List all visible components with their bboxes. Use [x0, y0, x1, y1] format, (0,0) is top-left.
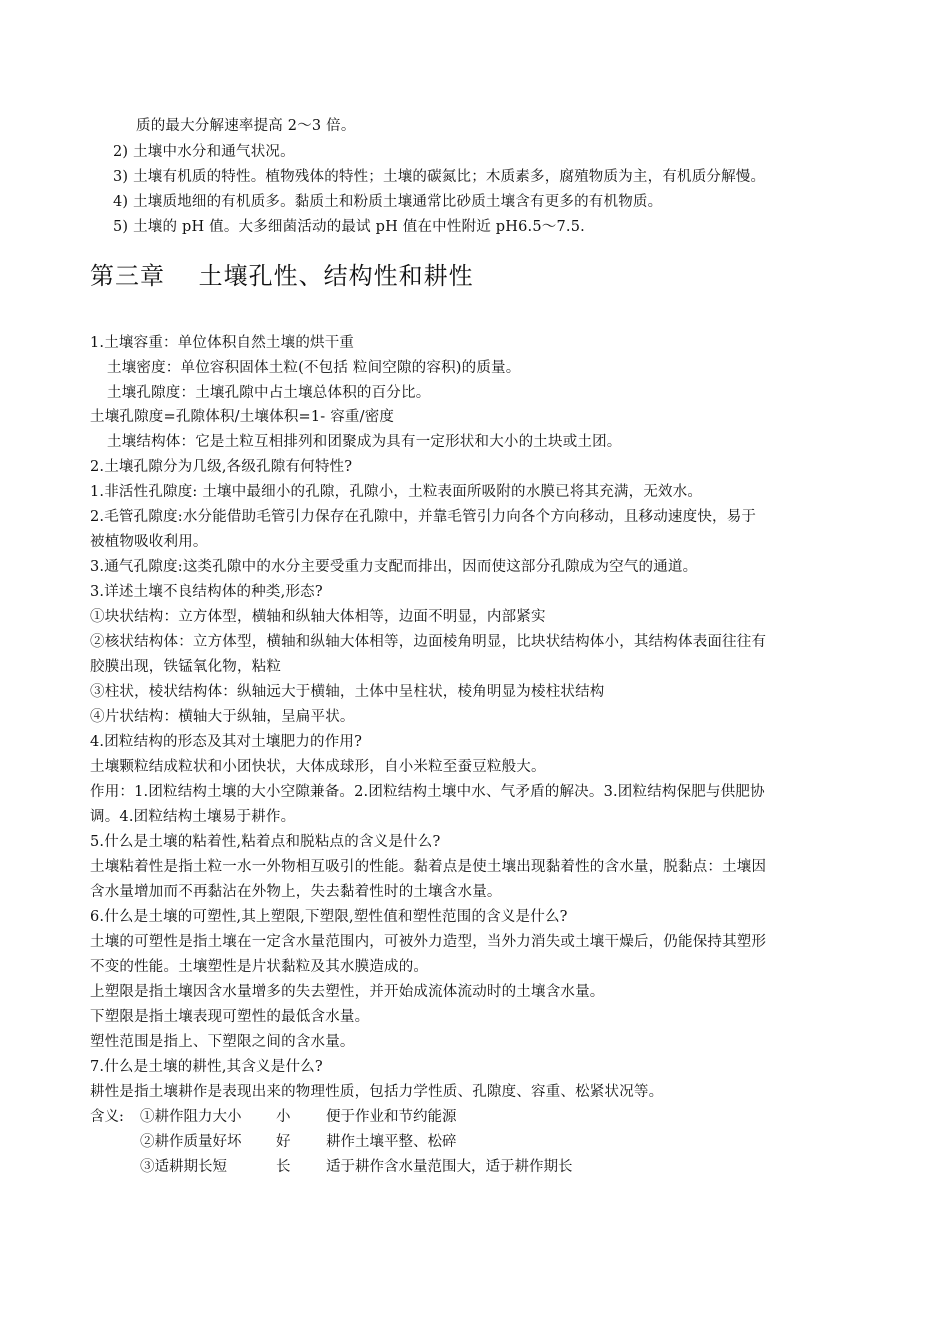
text-line: 3.详述土壤不良结构体的种类,形态? — [90, 584, 323, 600]
text-line: 2.土壤孔隙分为几级,各级孔隙有何特性? — [90, 459, 353, 475]
text-line: 耕性是指土壤耕作是表现出来的物理性质，包括力学性质、孔隙度、容重、松紧状况等。 — [90, 1084, 664, 1100]
text-line: 不变的性能。土壤塑性是片状黏粒及其水膜造成的。 — [90, 959, 429, 975]
text-line: ②核状结构体：立方体型，横轴和纵轴大体相等，边面棱角明显，比块状结构体小，其结构体表面往往有 — [90, 634, 767, 650]
meaning-value: 好 — [276, 1134, 291, 1150]
text-line: 6.什么是土壤的可塑性,其上塑限,下塑限,塑性值和塑性范围的含义是什么? — [90, 909, 568, 925]
text-line: 4) 土壤质地细的有机质多。黏质土和粉质土壤通常比砂质土壤含有更多的有机物质。 — [113, 194, 663, 210]
chapter-title: 第三章 土壤孔性、结构性和耕性 — [90, 262, 474, 290]
text-line: 土壤孔隙度：土壤孔隙中占土壤总体积的百分比。 — [107, 385, 431, 401]
text-line: 胶膜出现，铁锰氧化物，粘粒 — [90, 659, 282, 675]
text-line: 土壤颗粒结成粒状和小团快状，大体成球形，自小米粒至蚕豆粒般大。 — [90, 759, 546, 775]
meaning-item: ③适耕期长短 — [140, 1159, 227, 1175]
meaning-item: ②耕作质量好坏 — [140, 1134, 242, 1150]
text-line: 土壤密度：单位容积固体土粒(不包括 粒间空隙的容积)的质量。 — [107, 360, 521, 376]
text-line: 土壤粘着性是指土粒一水一外物相互吸引的性能。黏着点是使土壤出现黏着性的含水量，脱黏点：土壤因 — [90, 859, 767, 875]
text-line: 1.土壤容重：单位体积自然土壤的烘干重 — [90, 335, 355, 351]
text-line: 3) 土壤有机质的特性。植物残体的特性；土壤的碳氮比；木质素多，腐殖物质为主，有机质分解慢。 — [113, 169, 766, 185]
text-line: 1.非活性孔隙度: 土壤中最细小的孔隙，孔隙小，土粒表面所吸附的水膜已将其充满，无效水。 — [90, 484, 703, 500]
text-line: 下塑限是指土壤表现可塑性的最低含水量。 — [90, 1009, 370, 1025]
text-line: 上塑限是指土壤因含水量增多的失去塑性，并开始成流体流动时的土壤含水量。 — [90, 984, 605, 1000]
meaning-desc: 适于耕作含水量范围大，适于耕作期长 — [326, 1159, 573, 1175]
text-line: 7.什么是土壤的耕性,其含义是什么? — [90, 1059, 323, 1075]
meaning-value: 小 — [276, 1109, 291, 1125]
meaning-desc: 便于作业和节约能源 — [326, 1109, 457, 1125]
text-line: 4.团粒结构的形态及其对土壤肥力的作用? — [90, 734, 363, 750]
text-line: 含水量增加而不再黏沾在外物上，失去黏着性时的土壤含水量。 — [90, 884, 502, 900]
text-line: 被植物吸收利用。 — [90, 534, 208, 550]
meaning-item: ①耕作阻力大小 — [140, 1109, 242, 1125]
text-line: 2.毛管孔隙度:水分能借助毛管引力保存在孔隙中，并靠毛管引力向各个方向移动，且移动速度快，易于 — [90, 509, 757, 525]
text-line: ①块状结构：立方体型，横轴和纵轴大体相等，边面不明显，内部紧实 — [90, 609, 546, 625]
text-line: 5.什么是土壤的粘着性,粘着点和脱粘点的含义是什么? — [90, 834, 441, 850]
meaning-desc: 耕作土壤平整、松碎 — [326, 1134, 457, 1150]
text-line: 土壤孔隙度=孔隙体积/土壤体积=1- 容重/密度 — [90, 409, 395, 425]
text-line: 5) 土壤的 pH 值。大多细菌活动的最试 pH 值在中性附近 pH6.5～7.5. — [113, 219, 585, 235]
text-line: ④片状结构：横轴大于纵轴，呈扁平状。 — [90, 709, 355, 725]
text-line: 塑性范围是指上、下塑限之间的含水量。 — [90, 1034, 355, 1050]
text-line: 调。4.团粒结构土壤易于耕作。 — [90, 809, 296, 825]
text-line: 2) 土壤中水分和通气状况。 — [113, 144, 295, 160]
meaning-value: 长 — [276, 1159, 291, 1175]
text-line: 土壤结构体：它是土粒互相排列和团聚成为具有一定形状和大小的土块或土团。 — [107, 434, 622, 450]
text-line: 作用：1.团粒结构土壤的大小空隙兼备。2.团粒结构土壤中水、气矛盾的解决。3.团粒结构保肥与供肥协 — [90, 784, 765, 800]
text-line: 3.通气孔隙度:这类孔隙中的水分主要受重力支配而排出，因而使这部分孔隙成为空气的通道。 — [90, 559, 698, 575]
text-line: 土壤的可塑性是指土壤在一定含水量范围内，可被外力造型，当外力消失或土壤干燥后，仍能保持其塑形 — [90, 934, 767, 950]
text-line: ③柱状，棱状结构体：纵轴远大于横轴，土体中呈柱状，棱角明显为棱柱状结构 — [90, 684, 605, 700]
meaning-label: 含义: — [90, 1109, 124, 1125]
text-line: 质的最大分解速率提高 2～3 倍。 — [136, 118, 356, 134]
